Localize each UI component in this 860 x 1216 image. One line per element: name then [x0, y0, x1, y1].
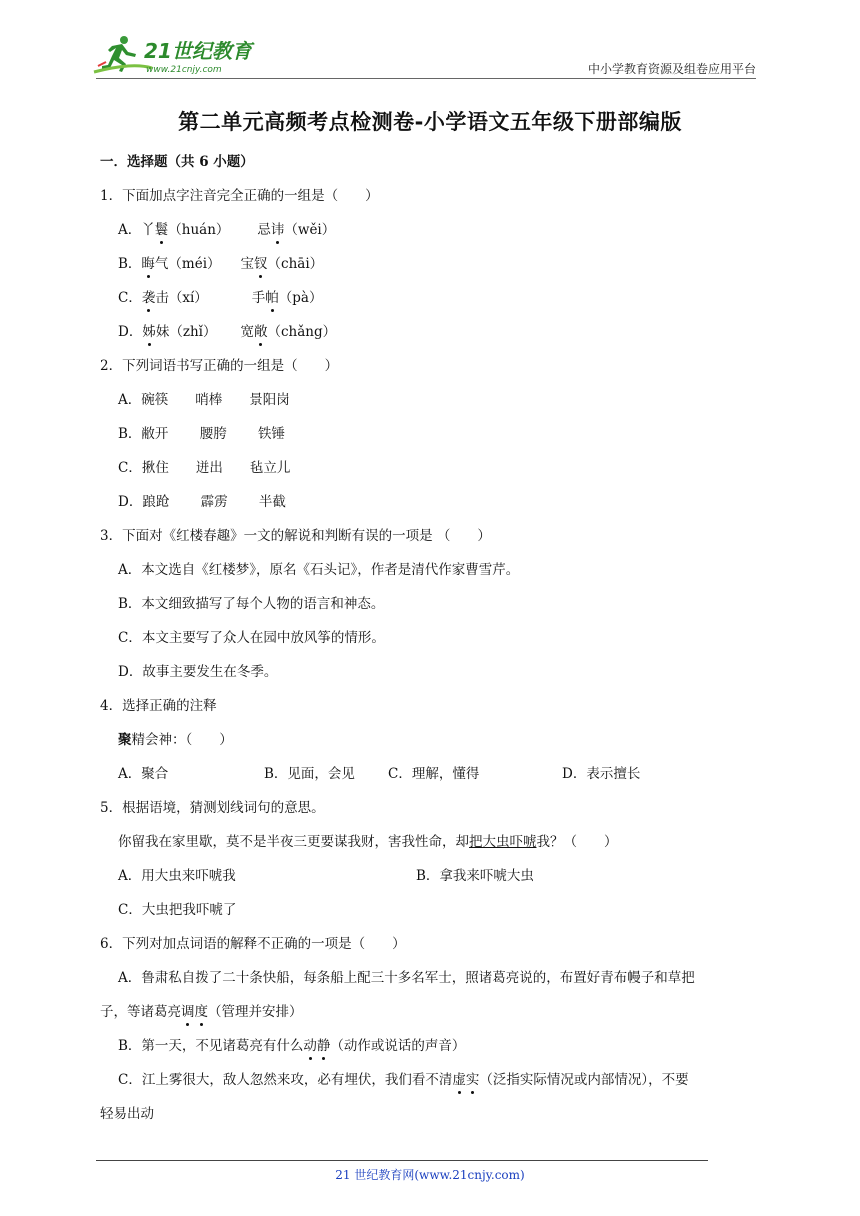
question-2-option-a: A．碗筷 哨棒 景阳岗 [118, 392, 290, 408]
question-6-stem: 6．下列对加点词语的解释不正确的一项是（ ） [100, 936, 406, 952]
logo-text: 21世纪教育 [144, 39, 252, 63]
question-5-option-a: A．用大虫来吓唬我 [118, 868, 236, 884]
page-title: 第二单元高频考点检测卷-小学语文五年级下册部编版 [178, 110, 682, 134]
question-3-option-d: D．故事主要发生在冬季。 [118, 664, 278, 680]
question-1-option-c: C．袭击（xí） 手帕（pà） [118, 290, 323, 306]
question-6-option-c-line2: 轻易出动 [100, 1106, 154, 1122]
header-platform-text: 中小学教育资源及组卷应用平台 [587, 62, 756, 76]
question-5-stem: 5．根据语境，猜测划线词句的意思。 [100, 800, 325, 816]
question-4-subject: 聚精会神：（ ） [118, 732, 233, 748]
question-6-option-a-line2: 子，等诸葛亮调度（管理并安排） [100, 1004, 303, 1020]
question-1-option-a: A．丫鬟（huán） 忌讳（wěi） [118, 222, 336, 238]
question-6-option-a-line1: A．鲁肃私自拨了二十条快船，每条船上配三十多名军士，照诸葛亮说的，布置好青布幔子和草把 [118, 970, 695, 986]
question-5-option-c: C．大虫把我吓唬了 [118, 902, 237, 918]
question-2-option-d: D．踉跄 霹雳 半截 [118, 494, 286, 510]
question-2-option-b: B．敝开 腰胯 铁锤 [118, 426, 286, 442]
question-3-option-a: A．本文选自《红楼梦》，原名《石头记》，作者是清代作家曹雪芹。 [118, 562, 520, 578]
question-1-option-d: D．姊妹（zhǐ） 宽敞（chǎng） [118, 324, 337, 340]
question-6-option-b: B．第一天，不见诸葛亮有什么动静（动作或说话的声音） [118, 1038, 466, 1054]
question-4-option-d: D．表示擅长 [562, 766, 641, 782]
question-5-option-b: B．拿我来吓唬大虫 [416, 868, 534, 884]
question-2-option-c: C．揪住 迸出 毡立儿 [118, 460, 291, 476]
question-3-option-c: C．本文主要写了众人在园中放风筝的情形。 [118, 630, 385, 646]
question-3-option-b: B．本文细致描写了每个人物的语言和神态。 [118, 596, 385, 612]
question-4-option-b: B．见面，会见 [264, 766, 355, 782]
question-4-option-a: A．聚合 [118, 766, 169, 782]
question-1-stem: 1．下面加点字注音完全正确的一组是（ ） [100, 188, 379, 204]
question-4-option-c: C．理解，懂得 [388, 766, 480, 782]
question-6-option-c-line1: C．江上雾很大，敌人忽然来攻，必有埋伏，我们看不清虚实（泛指实际情况或内部情况），不要 [118, 1072, 689, 1088]
question-5-context: 你留我在家里歇，莫不是半夜三更要谋我财，害我性命，却把大虫吓唬我？（ ） [118, 834, 618, 850]
footer-link[interactable]: 21 世纪教育网(www.21cnjy.com) [335, 1168, 525, 1182]
question-3-stem: 3．下面对《红楼春趣》一文的解说和判断有误的一项是 （ ） [100, 528, 491, 544]
footer-divider [96, 1160, 708, 1161]
section-heading: 一．选择题（共 6 小题） [100, 154, 254, 170]
question-2-stem: 2．下列词语书写正确的一组是（ ） [100, 358, 339, 374]
site-logo [92, 32, 262, 78]
logo-url: www.21cnjy.com [146, 65, 222, 75]
header-divider [96, 78, 756, 79]
question-1-option-b: B．晦气（méi） 宝钗（chāi） [118, 256, 324, 272]
question-4-stem: 4．选择正确的注释 [100, 698, 217, 714]
page-header [0, 0, 860, 80]
